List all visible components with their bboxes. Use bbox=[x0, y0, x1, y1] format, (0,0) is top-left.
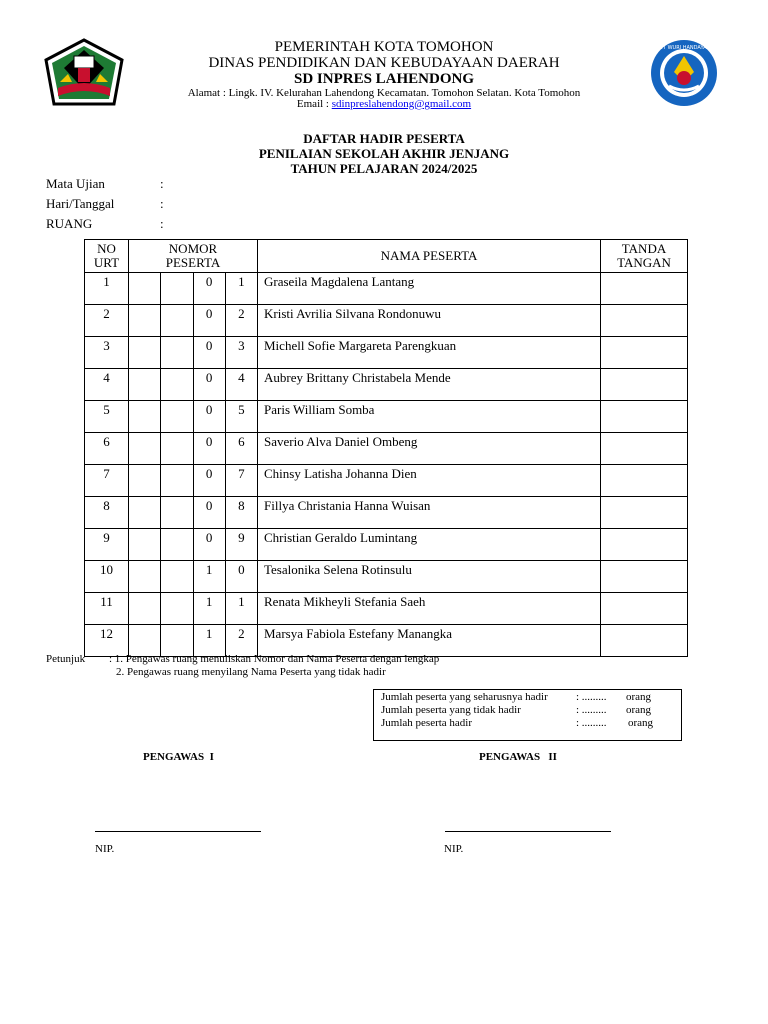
row-digit: 0 bbox=[193, 529, 225, 561]
row-digit: 0 bbox=[193, 337, 225, 369]
info-hari-tanggal-label: Hari/Tanggal bbox=[46, 196, 115, 211]
row-tanda-tangan[interactable] bbox=[601, 625, 688, 657]
row-no: 10 bbox=[85, 561, 129, 593]
summary-box bbox=[373, 689, 682, 741]
row-digit: 9 bbox=[225, 529, 257, 561]
row-nama: Graseila Magdalena Lantang bbox=[258, 273, 601, 305]
table-row bbox=[85, 337, 688, 369]
row-digit: 0 bbox=[193, 305, 225, 337]
table-row bbox=[85, 401, 688, 433]
row-digit bbox=[129, 561, 161, 593]
row-digit bbox=[129, 625, 161, 657]
row-digit bbox=[129, 273, 161, 305]
header-school-name: SD INPRES LAHENDONG bbox=[293, 71, 475, 87]
summary-unit: orang bbox=[626, 704, 652, 716]
table-header-row bbox=[85, 240, 688, 273]
row-digit: 6 bbox=[225, 433, 257, 465]
row-digit bbox=[129, 497, 161, 529]
row-digit: 2 bbox=[225, 305, 257, 337]
table-row bbox=[85, 561, 688, 593]
row-digit bbox=[161, 497, 193, 529]
row-digit: 8 bbox=[225, 497, 257, 529]
summary-row: Jumlah peserta hadir bbox=[381, 717, 473, 729]
email-label: Email : bbox=[296, 98, 332, 110]
row-digit: 7 bbox=[225, 465, 257, 497]
header-email-line bbox=[0, 98, 768, 110]
row-tanda-tangan[interactable] bbox=[601, 433, 688, 465]
signature-line-2 bbox=[445, 831, 611, 832]
email-link[interactable]: sdinpreslahendong@gmail.com bbox=[331, 98, 472, 110]
row-no: 8 bbox=[85, 497, 129, 529]
row-nama: Paris William Somba bbox=[258, 401, 601, 433]
row-digit: 1 bbox=[193, 561, 225, 593]
row-digit: 0 bbox=[225, 561, 257, 593]
summary-dots: : ......... bbox=[576, 717, 607, 729]
row-nama: Fillya Christania Hanna Wuisan bbox=[258, 497, 601, 529]
row-digit bbox=[161, 433, 193, 465]
summary-row: Jumlah peserta yang seharusnya hadir bbox=[381, 691, 548, 703]
row-digit: 2 bbox=[225, 625, 257, 657]
table-row bbox=[85, 497, 688, 529]
table-row bbox=[85, 305, 688, 337]
row-tanda-tangan[interactable] bbox=[601, 401, 688, 433]
table-row bbox=[85, 465, 688, 497]
summary-dots: : ......... bbox=[576, 691, 607, 703]
row-no: 3 bbox=[85, 337, 129, 369]
row-digit bbox=[129, 433, 161, 465]
header-government: PEMERINTAH KOTA TOMOHON bbox=[274, 39, 494, 55]
row-nama: Saverio Alva Daniel Ombeng bbox=[258, 433, 601, 465]
row-nama: Renata Mikheyli Stefania Saeh bbox=[258, 593, 601, 625]
header-nama-peserta: NAMA PESERTA bbox=[258, 240, 601, 273]
row-digit bbox=[161, 625, 193, 657]
row-digit bbox=[161, 369, 193, 401]
row-nama: Kristi Avrilia Silvana Rondonuwu bbox=[258, 305, 601, 337]
row-digit: 5 bbox=[225, 401, 257, 433]
row-digit bbox=[129, 337, 161, 369]
nip-2-label: NIP. bbox=[444, 843, 464, 855]
row-digit bbox=[161, 305, 193, 337]
row-no: 11 bbox=[85, 593, 129, 625]
row-no: 2 bbox=[85, 305, 129, 337]
summary-unit: orang bbox=[628, 717, 654, 729]
row-digit: 0 bbox=[193, 273, 225, 305]
header-address: Alamat : Lingk. IV. Kelurahan Lahendong Kecamatan. Tomohon Selatan. Kota Tomohon bbox=[187, 87, 581, 99]
pengawas-2-label: PENGAWAS II bbox=[479, 751, 557, 763]
row-tanda-tangan[interactable] bbox=[601, 337, 688, 369]
row-tanda-tangan[interactable] bbox=[601, 561, 688, 593]
row-nama: Tesalonika Selena Rotinsulu bbox=[258, 561, 601, 593]
row-digit bbox=[129, 369, 161, 401]
info-mata-ujian-colon: : bbox=[160, 176, 164, 191]
row-tanda-tangan[interactable] bbox=[601, 497, 688, 529]
info-ruang-label: RUANG bbox=[46, 216, 93, 231]
header-tanda-tangan: TANDA TANGAN bbox=[601, 240, 688, 273]
row-digit bbox=[129, 529, 161, 561]
doc-title-3: TAHUN PELAJARAN 2024/2025 bbox=[290, 161, 478, 176]
petunjuk-item-1: : 1. Pengawas ruang menuliskan Nomor dan Nama Peserta dengan lengkap bbox=[109, 653, 440, 665]
row-nama: Chinsy Latisha Johanna Dien bbox=[258, 465, 601, 497]
row-tanda-tangan[interactable] bbox=[601, 593, 688, 625]
info-mata-ujian-label: Mata Ujian bbox=[46, 176, 105, 191]
row-digit: 0 bbox=[193, 369, 225, 401]
row-digit bbox=[161, 465, 193, 497]
table-row bbox=[85, 433, 688, 465]
attendance-table bbox=[84, 239, 688, 657]
row-digit bbox=[161, 529, 193, 561]
row-no: 7 bbox=[85, 465, 129, 497]
row-digit: 0 bbox=[193, 401, 225, 433]
row-no: 4 bbox=[85, 369, 129, 401]
summary-row: Jumlah peserta yang tidak hadir bbox=[381, 704, 521, 716]
header-no-urt: NO URT bbox=[85, 240, 129, 273]
info-hari-tanggal-colon: : bbox=[160, 196, 164, 211]
row-digit bbox=[161, 273, 193, 305]
row-digit: 0 bbox=[193, 465, 225, 497]
row-no: 12 bbox=[85, 625, 129, 657]
nip-1-label: NIP. bbox=[95, 843, 115, 855]
row-tanda-tangan[interactable] bbox=[601, 305, 688, 337]
row-digit bbox=[161, 561, 193, 593]
table-row bbox=[85, 529, 688, 561]
row-tanda-tangan[interactable] bbox=[601, 273, 688, 305]
table-row bbox=[85, 593, 688, 625]
row-no: 1 bbox=[85, 273, 129, 305]
row-digit: 3 bbox=[225, 337, 257, 369]
row-digit bbox=[161, 593, 193, 625]
row-digit: 4 bbox=[225, 369, 257, 401]
table-row bbox=[85, 625, 688, 657]
row-tanda-tangan[interactable] bbox=[601, 369, 688, 401]
row-digit bbox=[161, 401, 193, 433]
header-nomor-peserta: NOMOR PESERTA bbox=[129, 240, 258, 273]
row-digit bbox=[129, 465, 161, 497]
summary-dots: : ......... bbox=[576, 704, 607, 716]
row-digit: 1 bbox=[193, 593, 225, 625]
row-nama: Christian Geraldo Lumintang bbox=[258, 529, 601, 561]
row-digit: 1 bbox=[225, 593, 257, 625]
row-no: 5 bbox=[85, 401, 129, 433]
row-no: 9 bbox=[85, 529, 129, 561]
row-nama: Michell Sofie Margareta Parengkuan bbox=[258, 337, 601, 369]
row-tanda-tangan[interactable] bbox=[601, 529, 688, 561]
signature-line-1 bbox=[95, 831, 261, 832]
summary-unit: orang bbox=[626, 691, 652, 703]
info-ruang-colon: : bbox=[160, 216, 164, 231]
table-row bbox=[85, 273, 688, 305]
table-row bbox=[85, 369, 688, 401]
row-digit bbox=[129, 305, 161, 337]
row-nama: Marsya Fabiola Estefany Manangka bbox=[258, 625, 601, 657]
row-tanda-tangan[interactable] bbox=[601, 465, 688, 497]
row-digit: 1 bbox=[193, 625, 225, 657]
logo-motto-text: TUT WURI HANDAYANI bbox=[656, 45, 712, 51]
row-digit bbox=[129, 593, 161, 625]
petunjuk-item-2: 2. Pengawas ruang menyilang Nama Peserta yang tidak hadir bbox=[116, 666, 386, 678]
header-department: DINAS PENDIDIKAN DAN KEBUDAYAAN DAERAH bbox=[208, 55, 560, 71]
row-nama: Aubrey Brittany Christabela Mende bbox=[258, 369, 601, 401]
row-no: 6 bbox=[85, 433, 129, 465]
row-digit bbox=[161, 337, 193, 369]
doc-title-2: PENILAIAN SEKOLAH AKHIR JENJANG bbox=[258, 146, 510, 161]
petunjuk-label: Petunjuk bbox=[46, 653, 86, 665]
row-digit: 1 bbox=[225, 273, 257, 305]
row-digit: 0 bbox=[193, 497, 225, 529]
row-digit: 0 bbox=[193, 433, 225, 465]
row-digit bbox=[129, 401, 161, 433]
doc-title-1: DAFTAR HADIR PESERTA bbox=[303, 131, 465, 146]
pengawas-1-label: PENGAWAS I bbox=[143, 751, 214, 763]
